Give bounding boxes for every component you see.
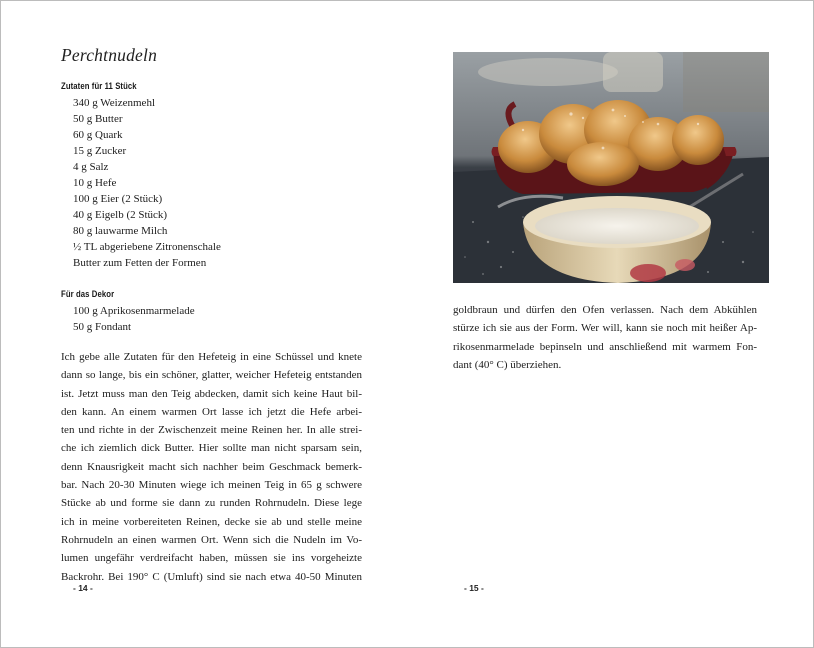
ingredient-item: ½ TL abgeriebene Zitronenschale [73,241,221,253]
instructions-text [61,348,362,586]
page-number-right: - 15 - [464,583,484,593]
ingredient-item: Butter zum Fetten der Formen [73,257,207,269]
decor-list [73,303,195,335]
ingredient-item: 10 g Hefe [73,177,117,189]
ingredient-item: 15 g Zucker [73,145,127,157]
ingredient-item: 40 g Eigelb (2 Stück) [73,209,168,221]
text-line: bar. Nach 20-30 Minuten wiege ich meinen Teig in 65 g schwere [61,479,362,492]
recipe-photo [453,52,769,283]
text-line: ich in meine vorbereiteten Reinen, decke sie ab und stelle meine [61,515,362,528]
text-line: denn Knausrigkeit macht sich nachher beim Geschmack bemerk- [61,460,362,473]
text-line: rikosenmarmelade bepinseln und anschließend mit warmem Fon- [453,340,757,353]
ingredient-item: 100 g Eier (2 Stück) [73,193,163,205]
page-number-left: - 14 - [73,583,93,593]
buns-photo-illustration [453,52,769,283]
text-line: Ich gebe alle Zutaten für den Hefeteig in eine Schüssel und knete [61,351,362,363]
text-line: stürze ich sie aus der Form. Wer will, kann sie noch mit heißer Ap- [453,322,757,335]
text-line: goldbraun und dürfen den Ofen verlassen. Nach dem Abkühlen [453,304,757,316]
recipe-title: Perchtnudeln [61,45,158,65]
text-line: che ich ziemlich dick Butter. Hier sollte man nicht sparsam sein, [61,442,362,455]
text-line: dant (40° C) überziehen. [453,358,562,371]
text-line: Backrohr. Bei 190° C (Umluft) sind sie nach etwa 40-50 Minuten [61,570,362,583]
ingredients-heading: Zutaten für 11 Stück [61,81,137,91]
text-line: ten und richte in der Zwischenzeit meine Reinen her. In alle strei- [61,424,362,437]
text-line: dann so lange, bis ein schöner, glatter, weicher Hefeteig entstanden [61,369,362,382]
instructions-continued [453,301,757,374]
decor-item: 100 g Aprikosenmarmelade [73,305,195,317]
decor-heading: Für das Dekor [61,289,115,299]
text-line: den kann. An einem warmen Ort lasse ich jetzt die Hefe arbei- [61,405,362,418]
text-line: Rohrnudeln an einen warmen Ort. Wenn sich die Nudeln im Vo- [61,533,362,546]
ingredients-list [73,95,221,271]
text-line: ist. Jetzt muss man den Teig abdecken, damit sich keine Haut bil- [61,387,362,400]
ingredient-item: 60 g Quark [73,129,123,141]
ingredient-item: 50 g Butter [73,113,123,125]
decor-item: 50 g Fondant [73,321,132,333]
ingredient-item: 80 g lauwarme Milch [73,225,168,237]
text-line: lumen ungefähr verdreifacht haben, müssen sie ins vorgeheizte [61,552,362,565]
ingredient-item: 340 g Weizenmehl [73,97,156,109]
text-line: Stücke ab und forme sie dann zu runden Rohrnudeln. Diese lege [61,497,362,510]
ingredient-item: 4 g Salz [73,161,109,173]
